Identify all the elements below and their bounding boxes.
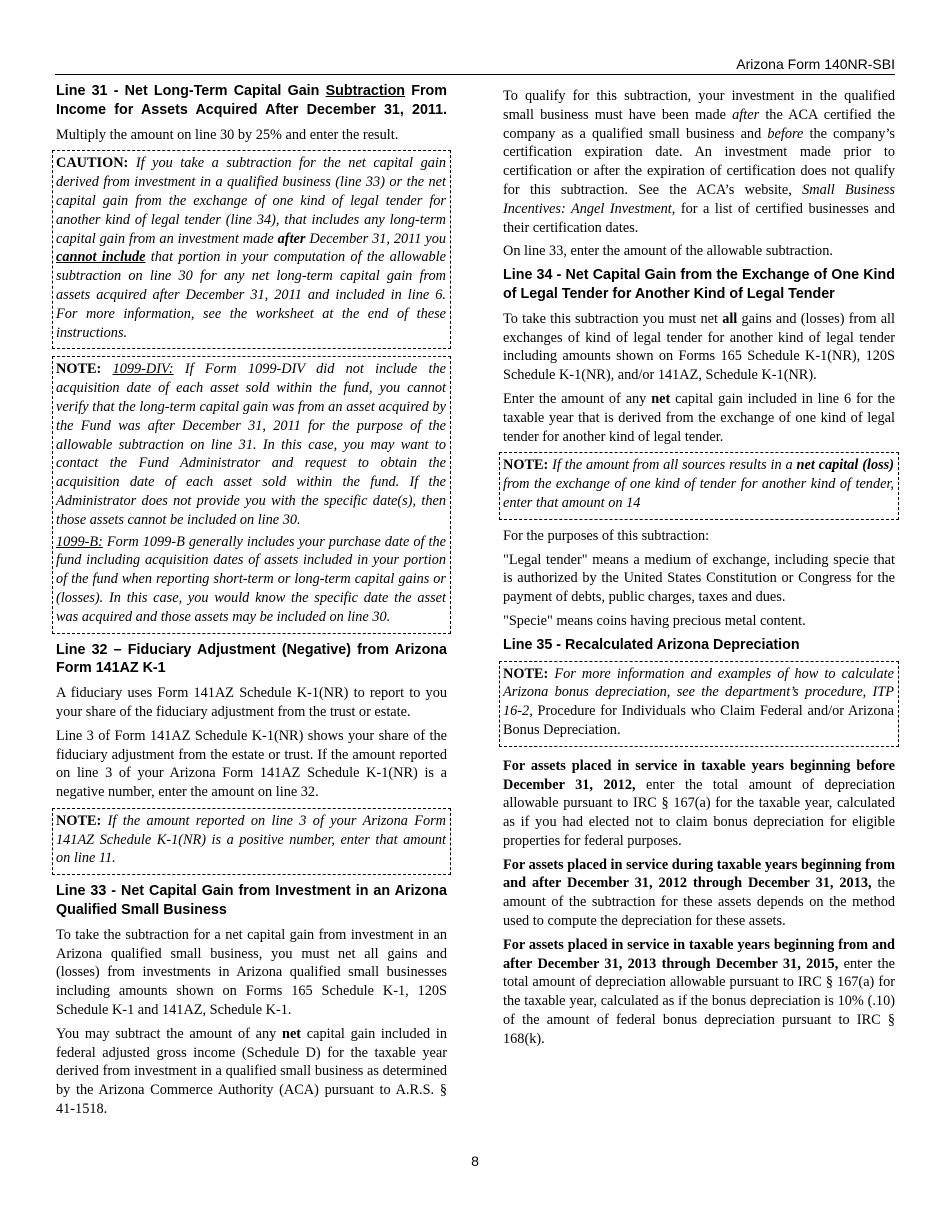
- line33-paragraph: You may subtract the amount of any net capital gain included in federal adjusted gross income (Schedule D) for the taxable year derived from investment in a qualified small business as determined by the Arizona Commerce Authority (ACA) pursuant to A.R.S. § 41-1518.: [56, 1025, 447, 1118]
- line32-note-box: NOTE: If the amount reported on line 3 of your Arizona Form 141AZ Schedule K-1(NR) is a positive number, enter that amount on line 11.: [52, 808, 451, 875]
- line33-paragraph: To qualify for this subtraction, your investment in the qualified small business must have been made after the ACA certified the company as a qualified small business and before the company’s certification expiration date. An investment made prior to certification or after the expiration of certification does not qualify for this subtraction. See the ACA’s website, Small Business Incentives: Angel Investment, for a list of certified businesses and their certification dates.: [503, 88, 895, 236]
- line35-heading: Line 35 - Recalculated Arizona Depreciation: [503, 636, 800, 653]
- note-1099-box: NOTE: 1099-DIV: If Form 1099-DIV did not include the acquisition date of each asset sold within the fund, you cannot verify that the long-term capital gain was from an asset acquired by the Fund was after December 31, 2011 for the purpose of the allowable subtraction on line 31. In this case, you may want to contact the Fund Administrator and request to obtain the acquisition date of each asset sold within the fund. If the Administrator does not provide you with the specific date(s), then those assets cannot be included on line 30. 1099-B: Form 1099-B generally includes your purchase date of the fund including acquisition dates of assets included in your portion of the fund when reporting short-term or long-term capital gains or (losses). In this case, you would know the specific date the asset was acquired and those assets may be included on line 30.: [52, 356, 451, 633]
- right-column: [503, 82, 895, 1054]
- line33-paragraph: To take the subtraction for a net capital gain from investment in an Arizona qualified small business, you must net all gains and (losses) from investments in Arizona qualified small businesses including amounts shown on Forms 165 Schedule K-1, 120S Schedule K-1 and 141AZ, Schedule K-1.: [56, 926, 447, 1019]
- line34-paragraph: "Specie" means coins having precious metal content.: [503, 612, 806, 629]
- header-rule: [55, 74, 895, 75]
- line31-text: Multiply the amount on line 30 by 25% and enter the result.: [56, 126, 399, 143]
- line35-note-box: NOTE: For more information and examples of how to calculate Arizona bonus depreciation, see the department’s procedure, ITP 16-2, Procedure for Individuals who Claim Federal and/or Arizona Bonus Depreciation.: [499, 661, 899, 747]
- line32-paragraph: A fiduciary uses Form 141AZ Schedule K-1(NR) to report to you your share of the fiduciary adjustment from the trust or estate.: [56, 685, 447, 720]
- note-label: NOTE:: [56, 361, 102, 378]
- line31-heading: Line 31 - Net Long-Term Capital Gain Subtraction From Income for Assets Acquired After December 31, 2011.: [56, 83, 447, 118]
- line33-heading: Line 33 - Net Capital Gain from Investment in an Arizona Qualified Small Business: [56, 883, 447, 919]
- line34-note-box: NOTE: If the amount from all sources results in a net capital (loss) from the exchange of one kind of tender for another kind of tender, enter that amount on 14: [499, 452, 899, 519]
- line34-paragraph: For the purposes of this subtraction:: [503, 527, 710, 544]
- line35-paragraph: For assets placed in service in taxable years beginning from and after December 31, 2013 through December 31, 2015, enter the total amount of depreciation allowable pursuant to IRC § 167(a) for the taxable year, calculated as if the bonus depreciation is 10% (.10) of the amount of federal bonus depreciation pursuant to IRC § 168(k).: [503, 936, 896, 1047]
- form-title: Arizona Form 140NR-SBI: [736, 56, 895, 72]
- line32-heading: Line 32 – Fiduciary Adjustment (Negative) from Arizona Form 141AZ K-1: [56, 641, 447, 677]
- line34-paragraph: Enter the amount of any net capital gain included in line 6 for the taxable year that is derived from the exchange of one kind of legal tender for another kind of legal tender.: [503, 390, 895, 445]
- line34-heading: Line 34 - Net Capital Gain from the Exchange of One Kind of Legal Tender for Another Kind of Legal Tender: [503, 267, 895, 302]
- caution-box: CAUTION: If you take a subtraction for the net capital gain derived from investment in a qualified business (line 33) or the net capital gain from the exchange of one kind of legal tender for another kind of legal tender (line 34), that includes any long-term capital gain from an investment made after December 31, 2011 you cannot include that portion in your computation of the allowable subtraction on line 30 for any net long-term capital gain from assets acquired after December 31, 2011 and included in line 6. For more information, see the worksheet at the end of these instructions.: [52, 150, 451, 349]
- line35-paragraph: For assets placed in service in taxable years beginning before December 31, 2012, enter the total amount of depreciation allowable pursuant to IRC § 167(a) for the taxable year, calculated as if you had elected not to claim bonus depreciation for eligible properties for federal purposes.: [503, 757, 895, 849]
- line33-paragraph: On line 33, enter the amount of the allowable subtraction.: [503, 243, 833, 260]
- caution-label: CAUTION:: [56, 155, 129, 172]
- line34-paragraph: "Legal tender" means a medium of exchange, including specie that is authorized by the United States Constitution or Congress for the payment of debts, public charges, taxes and dues.: [503, 551, 895, 606]
- page-number: 8: [471, 1153, 479, 1169]
- left-column: [56, 82, 447, 1124]
- line32-paragraph: Line 3 of Form 141AZ Schedule K-1(NR) shows your share of the fiduciary adjustment from the estate or trust. If the amount reported on line 3 of your Arizona Form 141AZ Schedule K-1(NR) is a negative number, enter the amount on line 32.: [56, 727, 447, 801]
- line35-paragraph: For assets placed in service during taxable years beginning from and after December 31, 2012 through December 31, 2013, the amount of the subtraction for these assets depends on the method used to compute the depreciation for these assets.: [503, 856, 895, 930]
- line34-paragraph: To take this subtraction you must net all gains and (losses) from all exchanges of kind of legal tender for another kind of legal tender including amounts shown on Forms 165 Schedule K-1(NR), 120S Schedule K-1(NR), and/or 141AZ, Schedule K-1(NR).: [503, 310, 895, 384]
